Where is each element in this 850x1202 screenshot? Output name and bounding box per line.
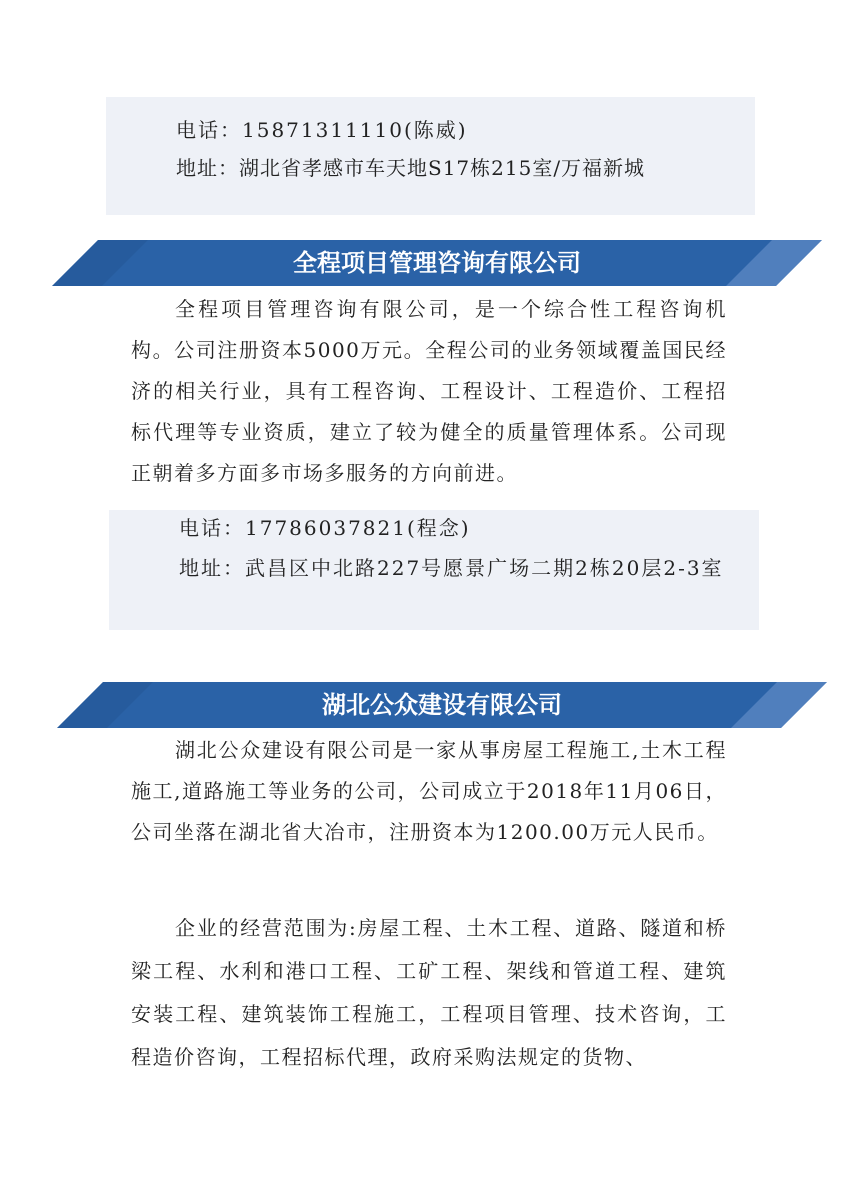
- section-banner-gongzhong: [57, 682, 827, 728]
- company-description: 全程项目管理咨询有限公司，是一个综合性工程咨询机构。公司注册资本5000万元。全程公司的业务领域覆盖国民经济的相关行业，具有工程咨询、工程设计、工程造价、工程招标代理等专业资质，建立了较为健全的质量管理体系。公司现正朝着多方面多市场多服务的方向前进。: [131, 297, 727, 485]
- section-title: 湖北公众建设有限公司: [322, 691, 562, 719]
- company-description: 湖北公众建设有限公司是一家从事房屋工程施工,土木工程施工,道路施工等业务的公司，公司成立于2018年11月06日，公司坐落在湖北省大冶市，注册资本为1200.00万元人民币。: [131, 738, 727, 844]
- phone-line: 电话：17786037821(程念): [179, 516, 471, 540]
- phone-line: 电话：15871311110(陈威): [176, 118, 468, 142]
- section-title: 全程项目管理咨询有限公司: [293, 249, 581, 277]
- address-line: 地址：武昌区中北路227号愿景广场二期2栋20层2-3室: [179, 556, 724, 580]
- business-scope: 企业的经营范围为:房屋工程、土木工程、道路、隧道和桥梁工程、水利和港口工程、工矿工程、架线和管道工程、建筑安装工程、建筑装饰工程施工，工程项目管理、技术咨询，工程造价咨询，工程招标代理，政府采购法规定的货物、: [131, 916, 727, 1069]
- contact-box-2: [109, 510, 759, 630]
- address-line: 地址：湖北省孝感市车天地S17栋215室/万福新城: [176, 156, 646, 180]
- contact-box-1: [106, 97, 755, 215]
- section-banner-quancheng: [52, 240, 822, 286]
